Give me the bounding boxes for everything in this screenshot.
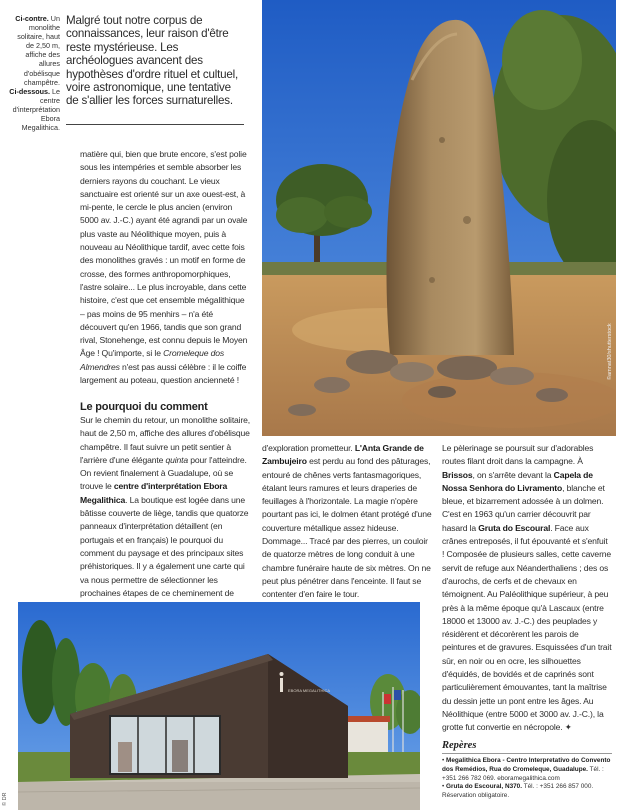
- caption-text-2: Le centre d'interprétation Ebora Megalithica.: [12, 86, 60, 133]
- lead-divider: [66, 124, 244, 125]
- section-heading: Le pourquoi du comment: [80, 401, 208, 413]
- menhir-illustration: [262, 0, 616, 436]
- section-pourquoi: [80, 401, 252, 627]
- reperes-divider: [442, 753, 612, 754]
- lead-paragraph: Malgré tout notre corpus de connaissances, leur raison d'être reste mystérieuse. Les archéologues avancent des hypothèses d'ordre rituel et cultuel, voire astronomique, une tentative de s'allier les forces surnaturelles.: [66, 14, 239, 108]
- menhir-photo: [262, 0, 616, 436]
- photo-credit: ©amnat30/shutterstock: [607, 323, 613, 380]
- reperes-item: • Megalithica Ebora - Centro Interpretativo do Convento dos Remédios, Rua do Cromeleque, Guadalupe. Tél. : +351 266 782 069. eboramegalithica.com: [442, 757, 611, 782]
- interpretation-center-illustration: [18, 602, 420, 810]
- building-sign: EBORA MEGALITHICA: [288, 688, 331, 693]
- site-name-italic: Cromeleque dos Almendres: [80, 348, 225, 372]
- caption-label-2: Ci-dessous.: [9, 86, 50, 96]
- place-name: centre d'interprétation Ebora Megalithica: [80, 481, 228, 505]
- reperes-title: Repères: [442, 740, 477, 751]
- place-name: Capela de Nossa Senhora do Livramento: [442, 469, 593, 493]
- section-trait-sur: [442, 442, 612, 735]
- reperes-item: • Gruta do Escoural, N370. Tél. : +351 266 857 000. Réservation obligatoire.: [442, 783, 594, 800]
- article-column-2: d'exploration prometteur. L'Anta Grande de Zambujeiro est perdu au fond des pâturages, entouré de chênes verts fantasmagoriques, étalant leurs ramures et leurs draperies de feuillages à l'horizontale. La magie n'opère pourtant pas ici, le dolmen étant protégé d'une couverture métallique assez hideuse. Dommage... Tracé par des pierres, un couloir de quatorze mètres de long conduit à une chambre funéraire haute de six mètres. On ne peut plus pénétrer dans l'enceinte. Il faut se contenter d'en faire le tour.: [262, 443, 432, 600]
- caption-label-1: Ci-contre.: [15, 14, 49, 23]
- caption-text-1: Un monolithe solitaire, haut de 2,50 m, affiche des allures d'obélisque champêtre.: [17, 14, 60, 87]
- place-name: Brissos: [442, 469, 473, 480]
- reperes-box: [442, 740, 612, 801]
- section-body: Sur le chemin du retour, un monolithe solitaire, haut de 2,50 m, affiche des allures d'obélisque champêtre. Il faut suivre un petit sentier à l'arrière d'une élégante quinta pour l'atteindre. On revient finalement à Guadalupe, où se trouve le centre d'interprétation Ebora Megalithica. La boutique est logée dans une bâtisse couverte de liège, tandis que quatorze panneaux d'interprétation détaillent (en portugais et en français) le pourquoi du comment du paysage et des principaux sites préhistoriques. Il y a également une carte qui va nous permettre de sélectionner les prochaines étapes de ce cheminement de: [80, 414, 252, 627]
- place-name: Gruta do Escoural: [478, 522, 551, 533]
- building-photo: [18, 602, 420, 810]
- article-column-1: matière qui, bien que brute encore, s'est polie sous les intempéries et semble absorber les derniers rayons du couchant. Le vieux sanctuaire est orienté sur un axe ouest-est, à mi-pente, le cercle le plus ancien (environ 5000 av. J.-C.) ayant été agrandi par un ovale plus vaste au Néolithique moyen, puis à nouveau au Néolithique tardif, avec cette fois des monolithes gravés : un motif en forme de crosse, des formes anthropomorphiques, l'astre solaire... Le plus incroyable, dans cette histoire, c'est que cet ensemble mégalithique – pas moins de 95 menhirs – n'a été découvert qu'en 1966, tandis que son grand rival, Stonehenge, est connu depuis le Moyen Âge ! Qu'importe, si le Cromeleque dos Almendres n'est pas aussi célèbre : il le coiffe largement au poteau, question ancienneté !: [80, 149, 248, 386]
- photo-credit: © DR: [2, 792, 8, 806]
- photo-caption: [8, 14, 60, 132]
- section-body: Le pèlerinage se poursuit sur d'adorables routes filant droit dans la campagne. À Brissos, on s'arrête devant la Capela de Nossa Senhora do Livramento, blanche et bleue, et bizarrement adossée à un dolmen. C'est en 1963 qu'un carrier découvrit par hasard la Gruta do Escoural. Face aux crânes entreposés, il fut épouvanté et s'enfuit ! Composée de plusieurs salles, cette caverne servit de refuge aux Néanderthaliens ; des os d'aurochs, de cerfs et de chevaux en témoignent. Au Paléolithique supérieur, à peu près à la même époque qu'à Lascaux (entre 18000 et 13000 av. J.-C.) des peuplades y résidèrent et décorèrent les parois de peintures et de gravures. Esquissées d'un trait sûr, en noir ou en ocre, les silhouettes d'équidés, de bovidés et de caprinés sont particulièrement émouvantes, tant la maîtrise du dessin jette un pont entre les âges. Au Néolithique (entre 5000 et 3000 av. J.-C.), la grotte fut convertie en nécropole. ✦: [442, 443, 612, 733]
- place-name: L'Anta Grande de Zambujeiro: [262, 443, 424, 467]
